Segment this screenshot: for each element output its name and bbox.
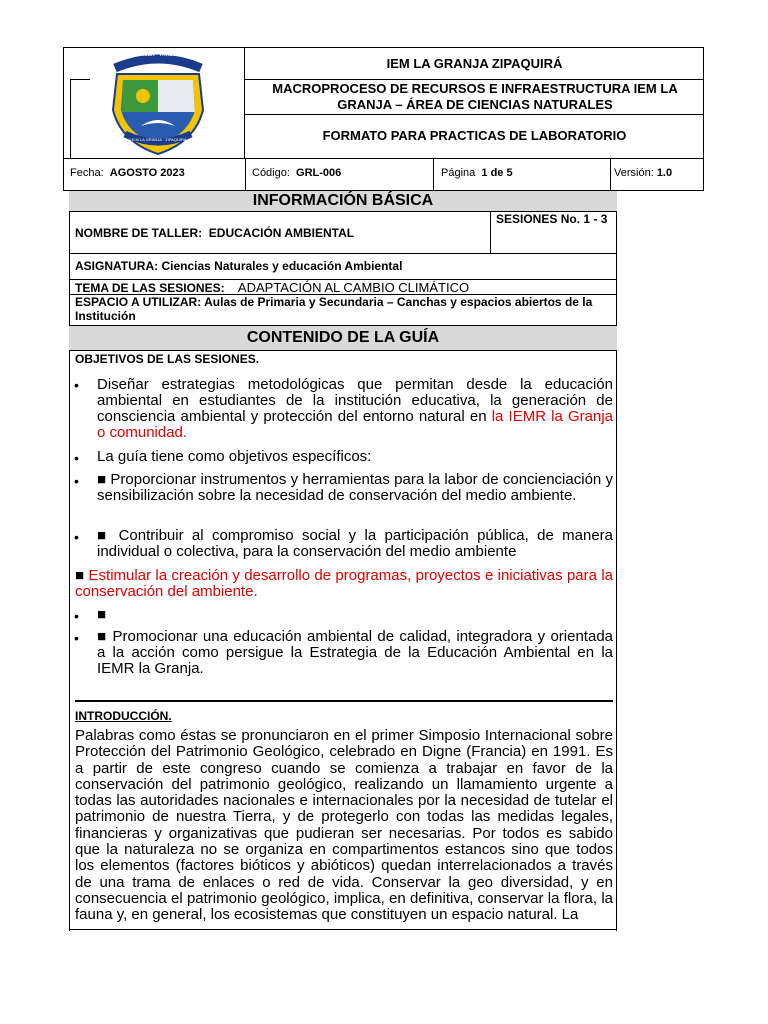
row-divider bbox=[63, 158, 704, 159]
objective-2: La guía tiene como objetivos específicos: bbox=[97, 448, 372, 465]
version-value: 1.0 bbox=[656, 167, 673, 179]
bullet-icon: • bbox=[74, 529, 79, 545]
taller-label: NOMBRE DE TALLER: bbox=[75, 226, 203, 240]
logo-frame bbox=[70, 79, 71, 159]
tema-label: TEMA DE LAS SESIONES: bbox=[75, 281, 225, 295]
espacio-cell bbox=[75, 295, 613, 323]
objective-3: ■ Proporcionar instrumentos y herramientas para la labor de concienciación y sensibilización sobre la necesidad de conservación del medio ambiente. bbox=[97, 471, 613, 504]
intro-title: INTRODUCCIÓN. bbox=[75, 709, 172, 723]
cell-divider bbox=[245, 158, 246, 191]
intro-paragraph bbox=[75, 728, 613, 924]
objective-5-text: Estimular la creación y desarrollo de programas, proyectos e iniciativas para la conservación del ambiente. bbox=[75, 567, 613, 600]
pagina-label: Página bbox=[441, 167, 476, 179]
bullet-icon: • bbox=[74, 377, 79, 393]
objetivos-title: OBJETIVOS DE LAS SESIONES. bbox=[75, 352, 260, 366]
pagina-value: 1 de 5 bbox=[481, 167, 513, 179]
macroproceso-title: MACROPROCESO DE RECURSOS E INFRAESTRUCTURA IEM LA GRANJA – ÁREA DE CIENCIAS NATURALES bbox=[272, 81, 678, 112]
cell-divider bbox=[490, 212, 491, 254]
bullet-icon: • bbox=[74, 630, 79, 646]
sesiones-cell: SESIONES No. 1 - 3 bbox=[496, 212, 608, 226]
cell-divider bbox=[433, 158, 434, 191]
objective-1 bbox=[97, 377, 613, 441]
asignatura-value: Ciencias Naturales y educación Ambiental bbox=[161, 259, 403, 273]
taller-cell bbox=[75, 226, 354, 240]
objective-7: ■ Promocionar una educación ambiental de calidad, integradora y orientada a la acción como persigue la Estrategia de la Educación Ambiental en la IEMR la Granja. bbox=[97, 628, 613, 677]
pagina-cell bbox=[441, 167, 513, 179]
objective-1-text: Diseñar estrategias metodológicas que permitan desde la educación ambiental en estudiantes de la institución educativa, la generación de consciencia ambiental y protección del entorno natural en bbox=[97, 376, 613, 425]
info-title: INFORMACIÓN BÁSICA bbox=[252, 192, 434, 209]
tema-cell bbox=[75, 280, 469, 295]
asignatura-cell bbox=[75, 259, 402, 273]
fecha-cell bbox=[70, 167, 185, 179]
codigo-label: Código: bbox=[252, 167, 290, 179]
version-cell bbox=[614, 167, 672, 179]
version-label: Versión: bbox=[614, 167, 654, 179]
section-separator bbox=[75, 700, 613, 702]
content-title: CONTENIDO DE LA GUÍA bbox=[246, 329, 440, 346]
row-divider bbox=[70, 79, 90, 80]
logo-motto: SER · HACER · TRASCENDER bbox=[122, 52, 194, 58]
institution-name: IEM LA GRANJA ZIPAQUIRÁ bbox=[386, 56, 563, 71]
codigo-cell bbox=[252, 167, 341, 179]
objective-4: ■ Contribuir al compromiso social y la participación pública, de manera individual o colectiva, para la conservación del medio ambiente bbox=[97, 527, 613, 560]
body-bottom-border bbox=[69, 929, 617, 930]
codigo-value: GRL-006 bbox=[296, 167, 342, 179]
bullet-icon: • bbox=[74, 608, 79, 624]
objective-5 bbox=[75, 568, 613, 600]
formato-title: FORMATO PARA PRACTICAS DE LABORATORIO bbox=[322, 128, 627, 143]
row-divider bbox=[245, 79, 704, 80]
intro-text: Palabras como éstas se pronunciaron en el primer Simposio Internacional sobre Protección del Patrimonio Geológico, celebrado en Digne (Francia) en 1991. Es a partir de este congreso cuando se comienza a trabajar en favor de la conservación del patrimonio geológico, realizando un llamamiento urgente a todas las autoridades nacionales e internacionales por la necesidad de tutelar el patrimonio de nuestra Tierra, y de protegerlo con todas las medidas legales, financieras y organizativas que pudieran ser necesarias. Por todos es sabido que la naturaleza no se organiza en compartimentos estancos sino que todos los elementos (factores bióticos y abióticos) quedan interrelacionados a través de una trama de enlaces o red de vida. Conservar la geo diversidad, y en consecuencia el patrimonio geológico, implica, en definitiva, conservar la flora, la fauna y, en general, los ecosistemas que constituyen un espacio natural. La bbox=[75, 727, 613, 924]
objective-6: ■ bbox=[97, 606, 107, 623]
espacio-label: ESPACIO A UTILIZAR: bbox=[75, 295, 202, 309]
asignatura-label: ASIGNATURA: bbox=[75, 259, 159, 273]
fecha-value: AGOSTO 2023 bbox=[109, 167, 185, 179]
bullet-icon: • bbox=[74, 473, 79, 489]
taller-value: EDUCACIÓN AMBIENTAL bbox=[208, 226, 355, 240]
fecha-label: Fecha: bbox=[70, 167, 104, 179]
logo-bottom-text: I.E.M LA GRANJA · ZIPAQUIRÁ bbox=[129, 137, 187, 142]
objective-1-highlight: la IEMR la Granja o comunidad. bbox=[97, 408, 614, 441]
bullet-icon: • bbox=[74, 450, 79, 466]
cell-divider bbox=[610, 158, 611, 191]
objective-5-square: ■ bbox=[75, 567, 85, 584]
tema-value: ADAPTACIÓN AL CAMBIO CLIMÁTICO bbox=[237, 280, 470, 295]
row-divider bbox=[245, 114, 704, 115]
espacio-value: Aulas de Primaria y Secundaria – Canchas y espacios abiertos de la Institución bbox=[75, 295, 593, 323]
